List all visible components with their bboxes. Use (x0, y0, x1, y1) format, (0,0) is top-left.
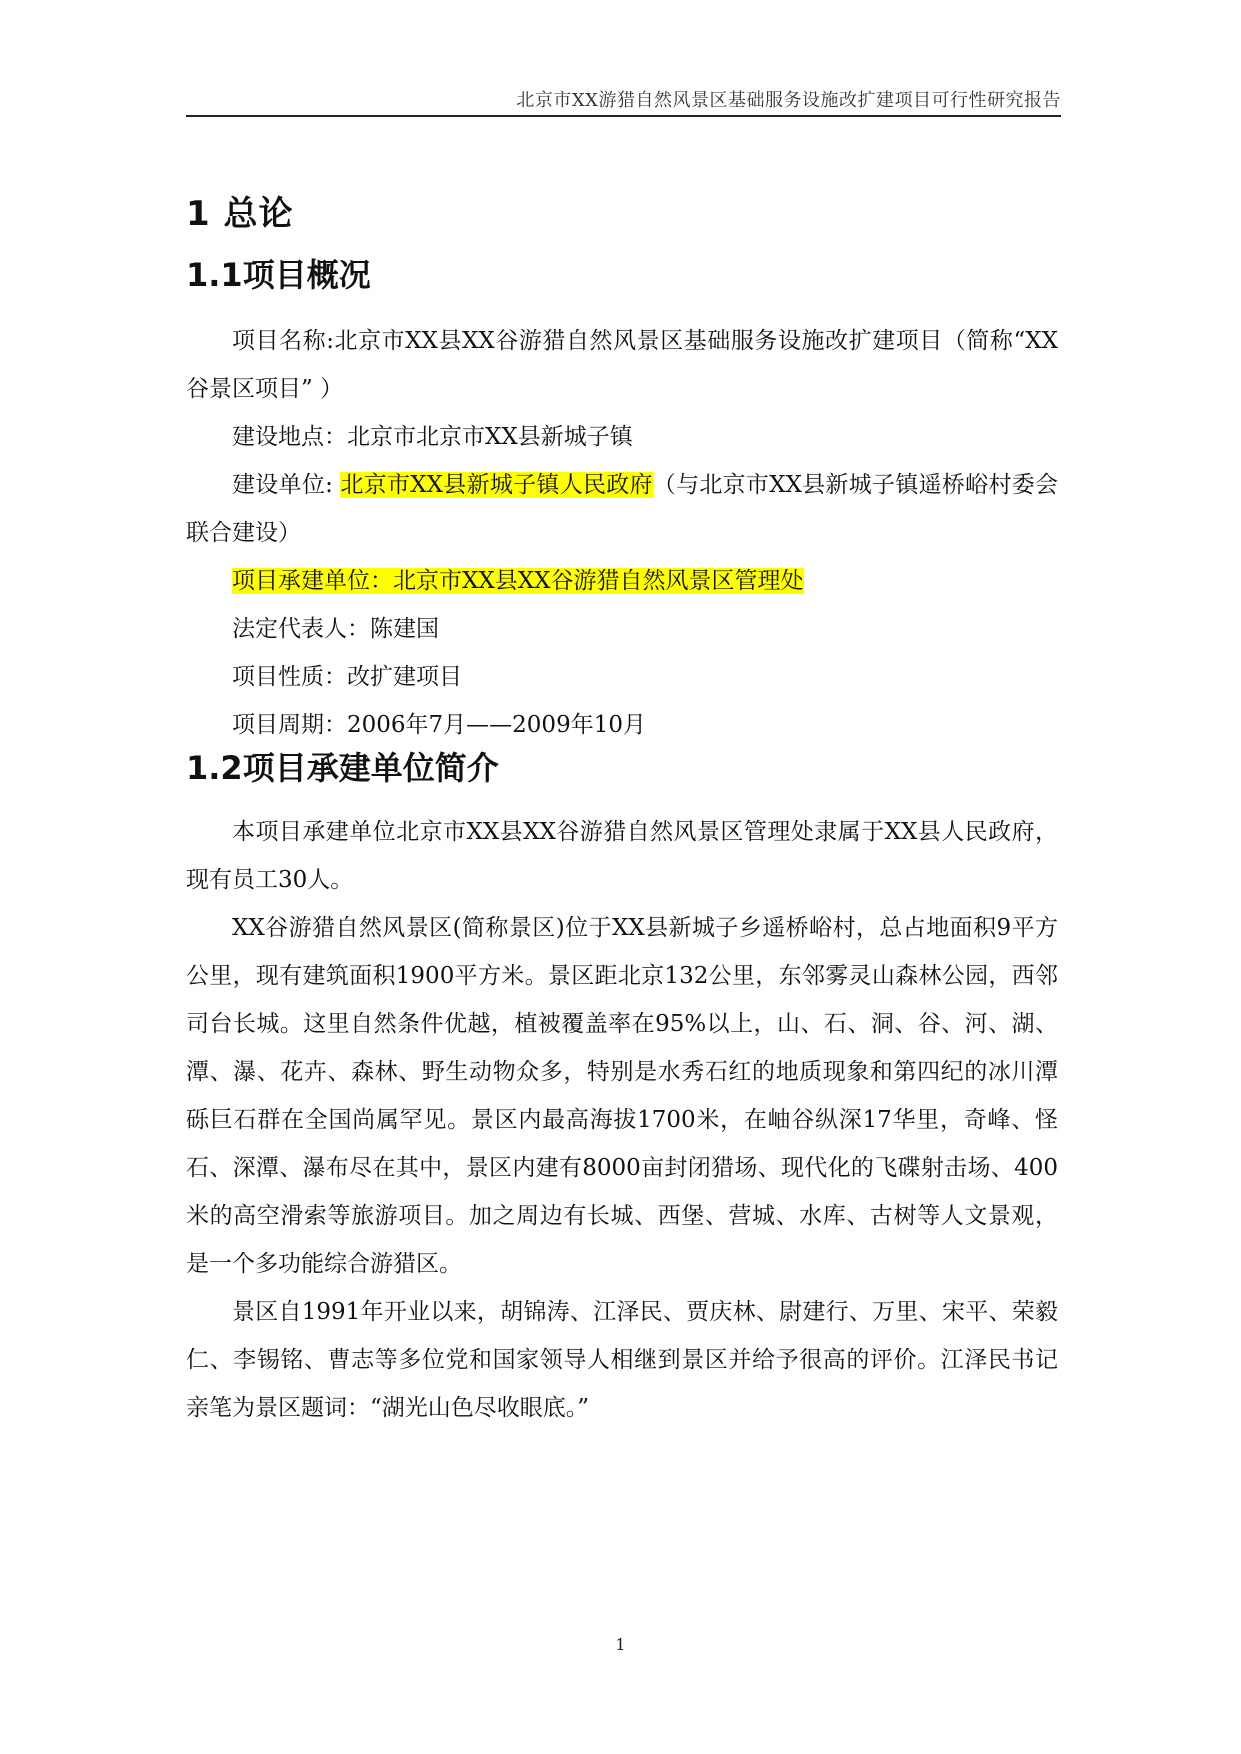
builder-rest: （与北京市XX县新城子镇遥桥峪村委会联合建设） (186, 472, 1059, 546)
legal-representative-line: 法定代表人：陈建国 (232, 616, 439, 642)
project-name-line: 项目名称:北京市XX县XX谷游猎自然风景区基础服务设施改扩建项目（简称“XX谷景区项目” ） (186, 328, 1058, 402)
project-location-line: 建设地点：北京市北京市XX县新城子镇 (232, 424, 633, 450)
builder-highlight: 北京市XX县新城子镇人民政府 (340, 472, 653, 498)
header-divider (186, 115, 1061, 117)
project-period-line: 项目周期：2006年7月——2009年10月 (232, 712, 646, 738)
project-nature-line: 项目性质：改扩建项目 (232, 664, 462, 690)
contractor-intro-block (186, 808, 1058, 1432)
intro-paragraph-3: 景区自1991年开业以来，胡锦涛、江泽民、贾庆林、尉建行、万里、宋平、荣毅仁、李锡铭、曹志等多位党和国家领导人相继到景区并给予很高的评价。江泽民书记亲笔为景区题词：“湖光山色尽收眼底。” (186, 1299, 1058, 1421)
running-header: 北京市XX游猎自然风景区基础服务设施改扩建项目可行性研究报告 (516, 90, 1061, 111)
contractor-highlight: 项目承建单位：北京市XX县XX谷游猎自然风景区管理处 (232, 568, 804, 594)
section-title-1-2: 1.2项目承建单位简介 (186, 749, 499, 787)
intro-paragraph-1: 本项目承建单位北京市XX县XX谷游猎自然风景区管理处隶属于XX县人民政府，现有员工30人。 (186, 819, 1058, 893)
project-builder-line (186, 461, 1058, 557)
chapter-title: 1 总论 (186, 194, 294, 234)
builder-label: 建设单位: (232, 472, 333, 498)
intro-paragraph-2: XX谷游猎自然风景区(简称景区)位于XX县新城子乡遥桥峪村，总占地面积9平方公里，现有建筑面积1900平方米。景区距北京132公里，东邻雾灵山森林公园，西邻司台长城。这里自然条件优越，植被覆盖率在95%以上，山、石、洞、谷、河、湖、潭、瀑、花卉、森林、野生动物众多，特别是水秀石红的地质现象和第四纪的冰川潭砾巨石群在全国尚属罕见。景区内最高海拔1700米，在岫谷纵深17华里，奇峰、怪石、深潭、瀑布尽在其中，景区内建有8000亩封闭猎场、现代化的飞碟射击场、400米的高空滑索等旅游项目。加之周边有长城、西堡、营城、水库、古树等人文景观，是一个多功能综合游猎区。 (186, 915, 1058, 1277)
section-title-1-1: 1.1项目概况 (186, 256, 371, 294)
project-contractor-line (186, 557, 1058, 605)
project-overview-block (186, 317, 1058, 749)
page-number: 1 (615, 1635, 626, 1654)
